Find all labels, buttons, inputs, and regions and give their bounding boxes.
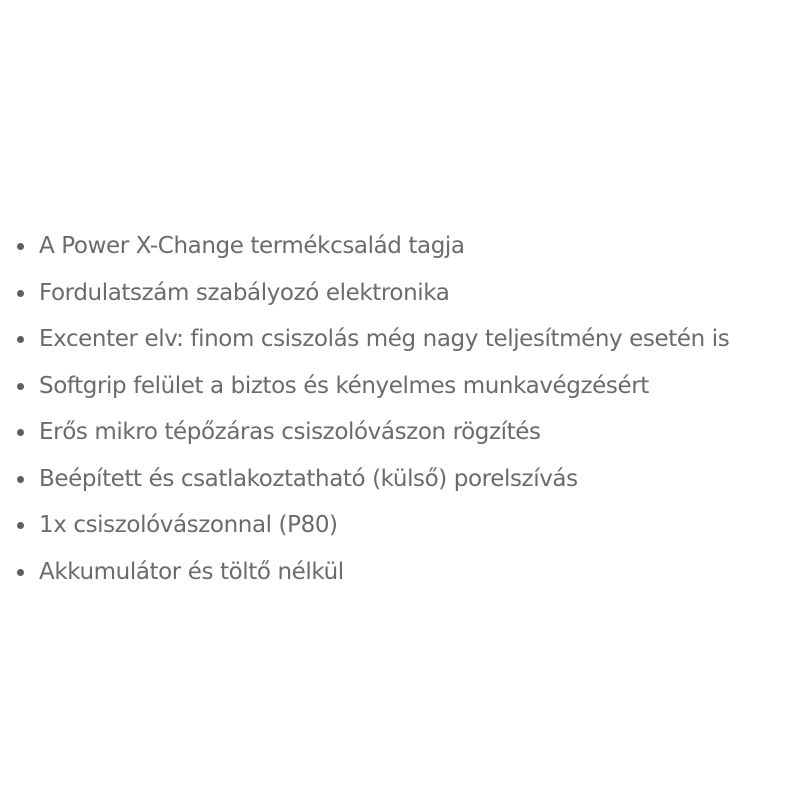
bullet-icon xyxy=(17,476,24,483)
bullet-icon xyxy=(17,429,24,436)
feature-item xyxy=(0,363,729,410)
feature-text: A Power X-Change termékcsalád tagja xyxy=(39,233,465,259)
feature-item xyxy=(0,549,729,596)
feature-item xyxy=(0,270,729,317)
feature-text: Fordulatszám szabályozó elektronika xyxy=(39,279,450,306)
feature-item xyxy=(0,223,729,270)
bullet-icon xyxy=(17,383,24,390)
feature-text: Excenter elv: finom csiszolás még nagy teljesítmény esetén is xyxy=(39,326,730,352)
bullet-icon xyxy=(17,243,24,250)
bullet-icon xyxy=(17,522,24,529)
feature-text: Softgrip felület a biztos és kényelmes munkavégzésért xyxy=(39,372,649,399)
bullet-icon xyxy=(17,569,24,576)
feature-text: Akkumulátor és töltő nélkül xyxy=(39,558,344,585)
feature-item xyxy=(0,316,729,363)
feature-item xyxy=(0,456,729,503)
feature-text: Erős mikro tépőzáras csiszolóvászon rögzítés xyxy=(39,419,541,445)
feature-item xyxy=(0,502,729,549)
feature-text: 1x csiszolóvászonnal (P80) xyxy=(39,512,338,538)
feature-text: Beépített és csatlakoztatható (külső) porelszívás xyxy=(39,465,578,492)
bullet-icon xyxy=(17,336,24,343)
feature-item xyxy=(0,409,729,456)
bullet-icon xyxy=(17,290,24,297)
feature-list xyxy=(0,223,729,595)
